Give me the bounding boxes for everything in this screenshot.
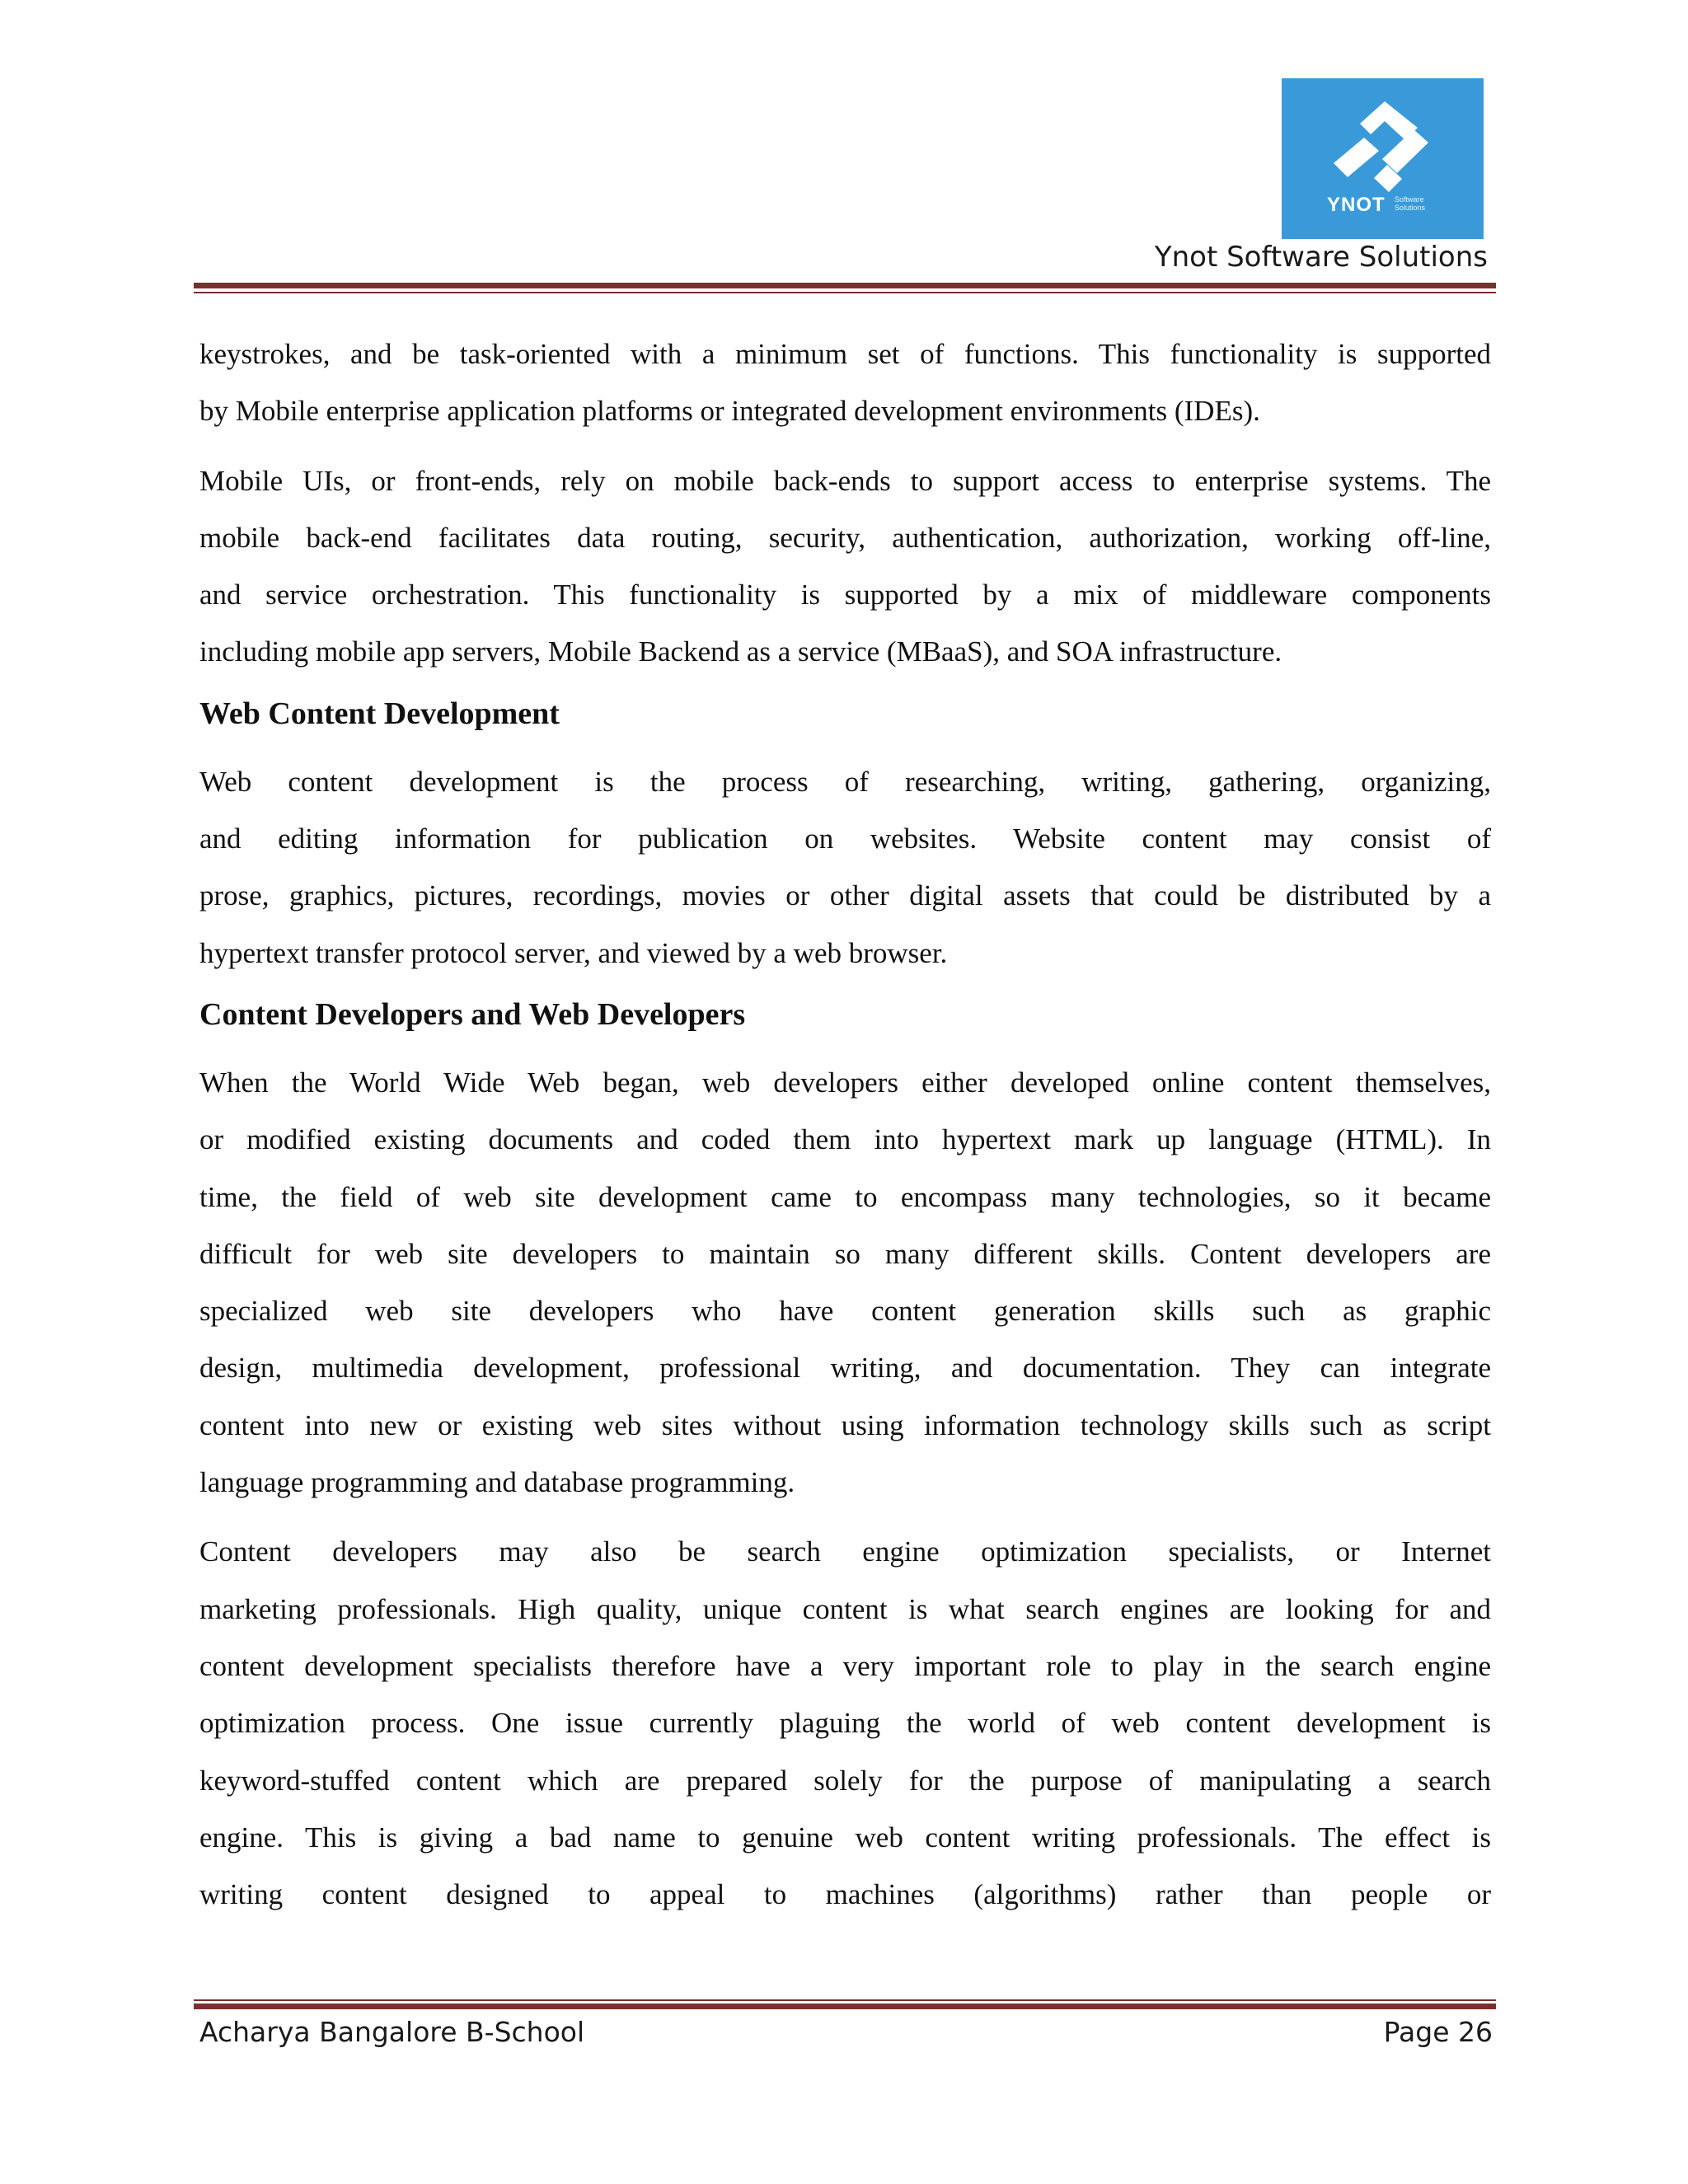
- text-line: including mobile app servers, Mobile Backend as a service (MBaaS), and SOA infrastructure.: [199, 635, 1282, 668]
- text-line: writing content designed to appeal to machines (algorithms) rather than people or: [199, 1878, 1491, 1911]
- paragraph-mobile-functions: [199, 326, 1491, 440]
- text-line: Mobile UIs, or front-ends, rely on mobile back-ends to support access to enterprise systems. The: [199, 464, 1491, 497]
- text-line: and editing information for publication on websites. Website content may consist of: [199, 823, 1491, 855]
- text-line: When the World Wide Web began, web developers either developed online content themselves,: [199, 1066, 1491, 1099]
- text-line: language programming and database programming.: [199, 1466, 795, 1499]
- section-heading: Web Content Development: [199, 696, 560, 731]
- text-line: marketing professionals. High quality, unique content is what search engines are looking for and: [199, 1592, 1491, 1625]
- text-line: difficult for web site developers to maintain so many different skills. Content developers are: [199, 1237, 1491, 1270]
- text-line: hypertext transfer protocol server, and viewed by a web browser.: [199, 936, 948, 969]
- footer-divider-thin: [194, 1999, 1496, 2001]
- text-line: by Mobile enterprise application platforms or integrated development environments (IDEs).: [199, 395, 1260, 428]
- text-line: content development specialists therefore have a very important role to play in the search engine: [199, 1649, 1491, 1682]
- footer-divider: [194, 2004, 1496, 2009]
- section-heading: Content Developers and Web Developers: [199, 996, 746, 1032]
- paragraph-mobile-uis: [199, 452, 1491, 681]
- company-logo: [1282, 78, 1484, 239]
- text-line: or modified existing documents and coded them into hypertext mark up language (HTML). In: [199, 1123, 1491, 1156]
- header-divider: [194, 283, 1496, 288]
- text-line: keystrokes, and be task-oriented with a minimum set of functions. This functionality is supported: [199, 338, 1491, 370]
- logo-tagline: Software Solutions: [1395, 195, 1426, 212]
- logo-text: YNOT: [1327, 194, 1386, 216]
- text-line: Content developers may also be search engine optimization specialists, or Internet: [199, 1535, 1491, 1568]
- header-title: Ynot Software Solutions: [1154, 241, 1488, 274]
- text-line: specialized web site developers who have content generation skills such as graphic: [199, 1295, 1491, 1328]
- text-line: mobile back-end facilitates data routing, security, authentication, authorization, working off-line,: [199, 521, 1491, 554]
- text-line: prose, graphics, pictures, recordings, movies or other digital assets that could be distributed by a: [199, 879, 1491, 912]
- text-line: and service orchestration. This functionality is supported by a mix of middleware components: [199, 579, 1491, 612]
- text-line: optimization process. One issue currently plaguing the world of web content development is: [199, 1707, 1491, 1740]
- text-line: Web content development is the process of researching, writing, gathering, organizing,: [199, 765, 1491, 798]
- header-divider-thin: [194, 292, 1496, 293]
- paragraph-web-content: [199, 753, 1491, 982]
- text-line: engine. This is giving a bad name to genuine web content writing professionals. The effect is: [199, 1821, 1491, 1854]
- text-line: design, multimedia development, professional writing, and documentation. They can integrate: [199, 1352, 1491, 1385]
- page-number: Page 26: [1383, 2016, 1493, 2048]
- text-line: time, the field of web site development came to encompass many technologies, so it became: [199, 1180, 1491, 1213]
- text-line: keyword-stuffed content which are prepared solely for the purpose of manipulating a search: [199, 1764, 1491, 1797]
- page-content: [199, 326, 1491, 1935]
- paragraph-seo-specialists: [199, 1523, 1491, 1923]
- text-line: content into new or existing web sites without using information technology skills such as script: [199, 1408, 1491, 1441]
- paragraph-content-developers: [199, 1054, 1491, 1511]
- footer-institution: Acharya Bangalore B-School: [199, 2016, 585, 2048]
